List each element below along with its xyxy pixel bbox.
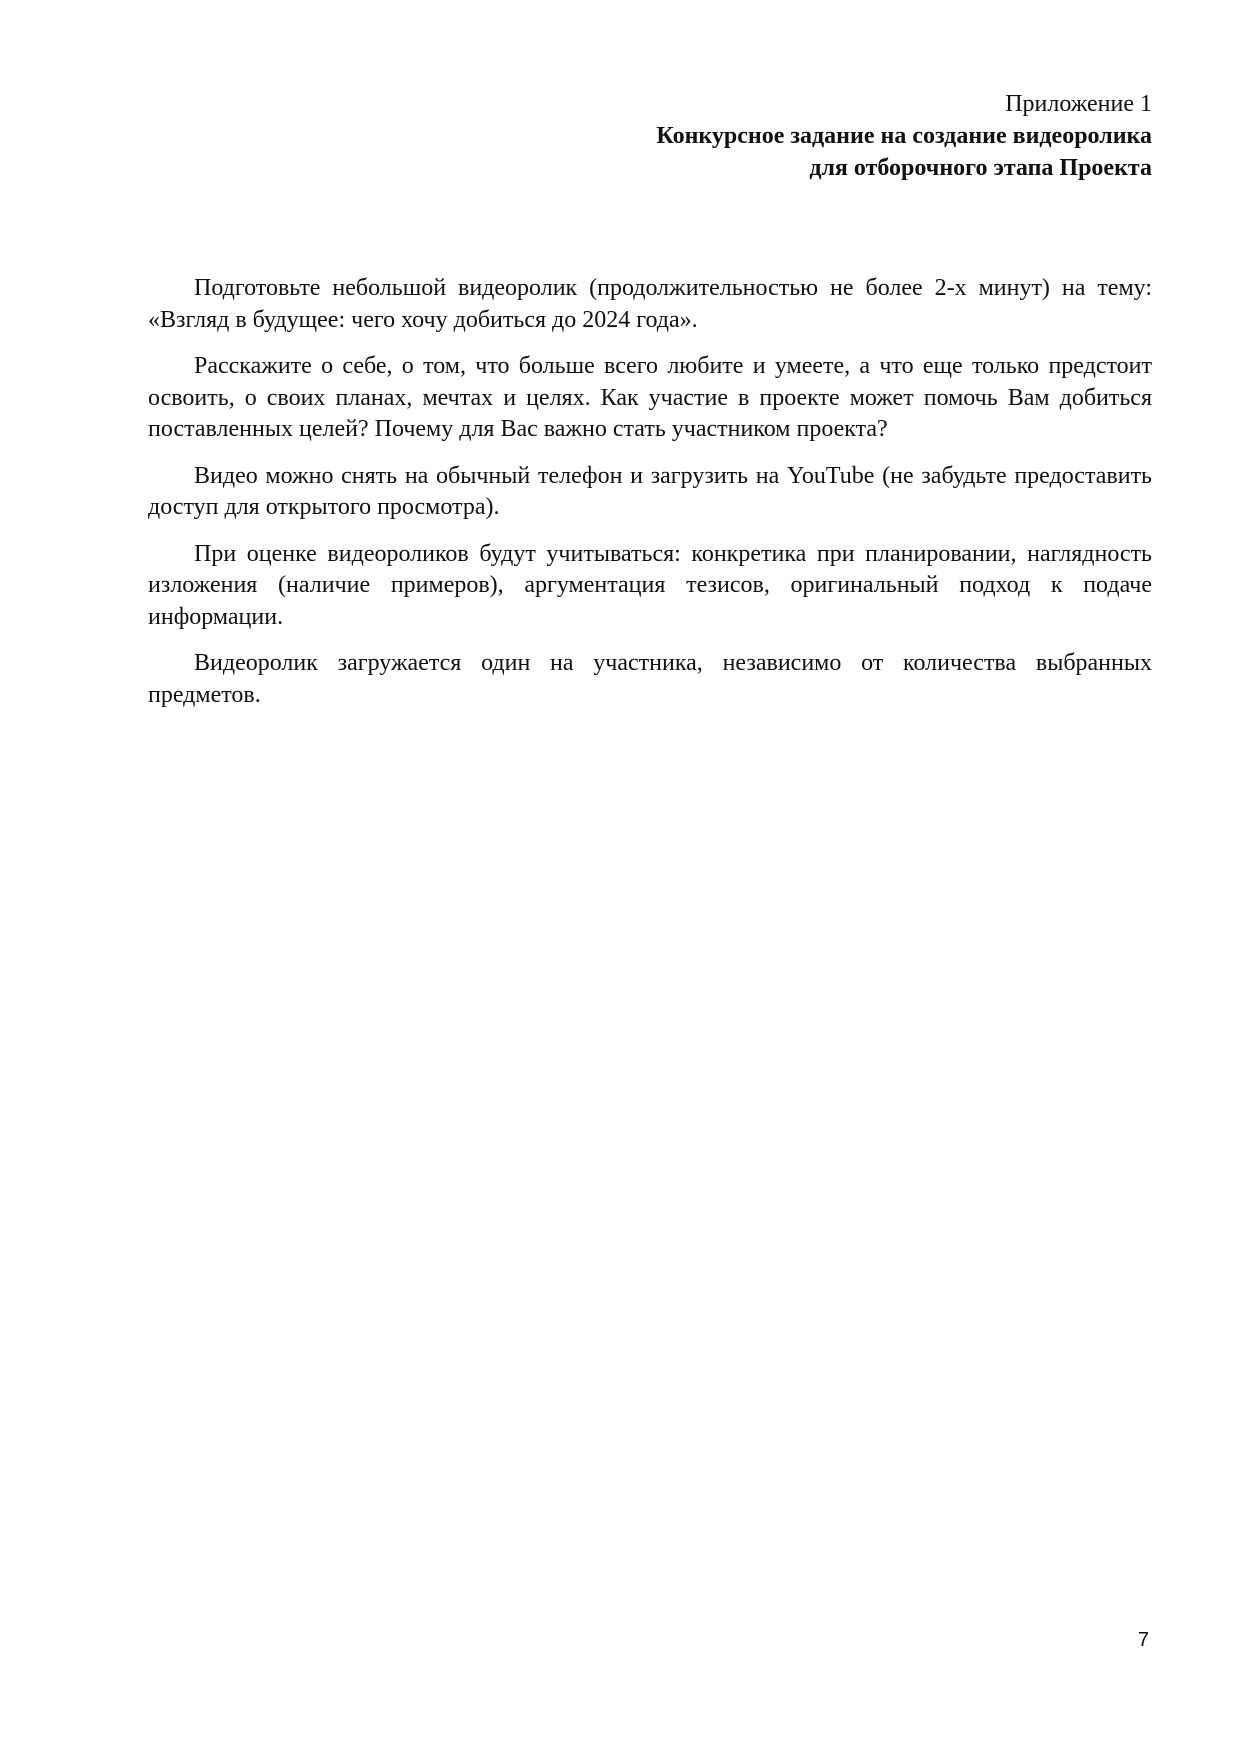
appendix-label: Приложение 1 — [1005, 91, 1152, 117]
paragraph-upload-instructions: Видео можно снять на обычный телефон и загрузить на YouTube (не забудьте предоставить доступ для открытого просмотра). — [148, 462, 1152, 520]
appendix-header — [656, 88, 1152, 184]
document-title-line-2: для отборочного этапа Проекта — [809, 155, 1152, 181]
paragraph-evaluation-criteria: При оценке видеороликов будут учитываться: конкретика при планировании, наглядность изложения (наличие примеров), аргументация тезисов, оригинальный подход к подаче информации. — [148, 540, 1152, 630]
paragraph-about-yourself: Расскажите о себе, о том, что больше всего любите и умеете, а что еще только предстоит освоить, о своих планах, мечтах и целях. Как участие в проекте может помочь Вам добиться поставленных целей? Почему для Вас важно стать участником проекта? — [148, 353, 1152, 442]
paragraph-one-video-per-participant: Видеоролик загружается один на участника, независимо от количества выбранных предметов. — [148, 650, 1152, 708]
paragraph-topic: Подготовьте небольшой видеоролик (продолжительностью не более 2-х минут) на тему: «Взгляд в будущее: чего хочу добиться до 2024 года». — [148, 275, 1152, 333]
document-body — [148, 273, 1152, 726]
document-title-line-1: Конкурсное задание на создание видеоролика — [656, 123, 1152, 149]
page-number: 7 — [1137, 1629, 1149, 1651]
